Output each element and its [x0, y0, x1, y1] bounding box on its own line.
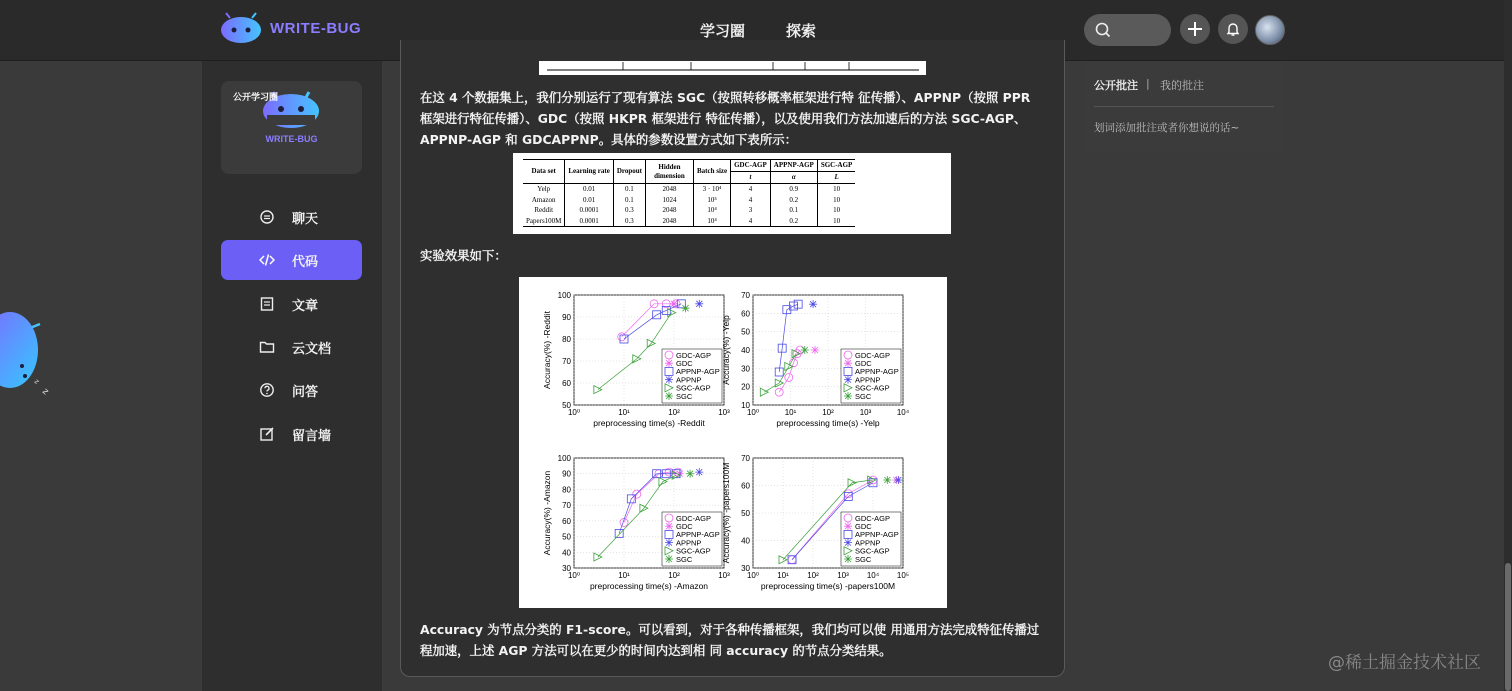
chart-panel: [721, 454, 909, 591]
x-tick-label: 10⁰: [567, 571, 581, 580]
legend-label: APPNP: [855, 538, 881, 548]
user-avatar[interactable]: [1255, 15, 1285, 45]
data-point-appnp-agp: [615, 529, 623, 537]
chat-icon: [259, 209, 275, 225]
paragraph-results: 实验效果如下：: [420, 248, 507, 263]
y-axis-label: Accuracy(%) -Reddit: [542, 311, 552, 389]
y-tick-label: 20: [741, 382, 750, 392]
annotation-panel: [1083, 61, 1285, 153]
table-cell: 10: [817, 216, 855, 227]
table-cell: 0.2: [770, 195, 817, 206]
table-cell: Papers100M: [523, 216, 565, 227]
legend-label: APPNP: [676, 538, 702, 548]
y-tick-label: 60: [562, 379, 571, 388]
data-point-gdc: [665, 359, 673, 367]
table-cell: 0.3: [613, 216, 645, 227]
x-tick-label: 10²: [668, 571, 680, 580]
sidebar-item-chat[interactable]: [221, 197, 362, 237]
x-tick-label: 10³: [718, 408, 730, 417]
data-point-gdc: [844, 522, 852, 530]
table-cell: 2048: [645, 205, 693, 216]
table-cell: 10⁴: [693, 216, 730, 227]
table-cell: 2048: [645, 216, 693, 227]
y-tick-label: 100: [557, 291, 571, 300]
x-tick-label: 10¹: [777, 571, 789, 580]
legend-label: GDC-AGP: [855, 350, 891, 360]
table-cell: 0.9: [770, 184, 817, 195]
divider: [1094, 106, 1274, 107]
svg-text:z: z: [32, 377, 41, 386]
table-cell: 2048: [645, 184, 693, 195]
y-tick-label: 30: [562, 564, 571, 573]
data-point-gdc: [811, 346, 819, 354]
data-point-appnp: [695, 300, 703, 308]
y-tick-label: 10: [741, 401, 750, 410]
data-point-appnp: [809, 300, 817, 308]
sidebar-item-message-wall[interactable]: [221, 414, 362, 454]
data-point-appnp: [665, 539, 673, 547]
parameter-table-figure: [513, 153, 951, 234]
table-cell: 4: [731, 184, 771, 195]
legend-label: SGC-AGP: [855, 383, 890, 393]
table-cell: 3: [731, 205, 771, 216]
x-tick-label: 10¹: [784, 408, 797, 417]
data-point-gdc: [670, 300, 678, 308]
series-line-appnp-agp: [624, 304, 681, 339]
x-tick-label: 10²: [822, 408, 834, 417]
sidebar-item-cloud-docs[interactable]: [221, 327, 362, 367]
x-tick-label: 10³: [718, 571, 730, 580]
search-input[interactable]: [1084, 14, 1171, 46]
table-cell: 0.01: [565, 195, 613, 206]
table-row: [523, 216, 855, 227]
legend-label: SGC: [676, 554, 693, 564]
table-cell: 10⁵: [693, 195, 730, 206]
y-tick-label: 40: [741, 346, 750, 355]
sidebar-item-articles[interactable]: [221, 284, 362, 324]
nav-explore[interactable]: 探索: [786, 22, 817, 40]
svg-text:z: z: [40, 386, 51, 398]
folder-icon: [259, 339, 275, 355]
nav-learning-circle[interactable]: 学习圈: [700, 22, 746, 40]
table-cell: 0.2: [770, 216, 817, 227]
table-cell: Reddit: [523, 205, 565, 216]
table-cell: 0.1: [613, 184, 645, 195]
x-tick-label: 10³: [837, 571, 849, 580]
search-icon: [1095, 22, 1111, 38]
paragraph-intro: 在这 4 个数据集上，我们分别运行了现有算法 SGC（按照转移概率框架进行特 征传播）、APPNP（按照 PPR 框架进行特征传播）、GDC（按照 HKPR 框架进行 特征传播），以及使用我们方法加速后的方法 SGC-AGP、APPNP-AGP 和 GDCAPPNP。具体的参数设置方式如下表所示：: [420, 90, 1031, 147]
article-icon: [259, 296, 275, 312]
mascot-robot-icon[interactable]: [0, 300, 60, 410]
table-subheader: t: [731, 172, 771, 184]
legend-label: SGC: [855, 554, 872, 564]
table-cell: 0.01: [565, 184, 613, 195]
code-icon: [259, 252, 275, 268]
x-tick-label: 10²: [668, 408, 680, 417]
table-row: [523, 184, 855, 195]
table-row: [523, 195, 855, 206]
table-header: APPNP-AGP: [770, 160, 817, 172]
x-tick-label: 10⁴: [866, 571, 880, 580]
legend-label: SGC-AGP: [676, 546, 711, 556]
table-cell: 4: [731, 195, 771, 206]
legend-label: APPNP: [676, 375, 702, 385]
chart-panel: [542, 454, 730, 591]
y-axis-label: Accuracy(%) -papers100M: [721, 462, 731, 564]
legend-label: GDC-AGP: [676, 350, 712, 360]
table-cell: Amazon: [523, 195, 565, 206]
brand-logo[interactable]: [220, 12, 361, 44]
legend-label: GDC: [676, 359, 693, 368]
data-point-appnp: [844, 539, 852, 547]
watermark: @稀土掘金技术社区: [1328, 653, 1481, 673]
sidebar-item-label: 文章: [292, 299, 319, 314]
legend-label: GDC: [855, 522, 872, 531]
y-tick-label: 70: [741, 454, 750, 463]
x-tick-label: 10¹: [618, 408, 630, 417]
table-header: GDC-AGP: [731, 160, 771, 172]
data-point-sgc: [844, 555, 852, 563]
x-tick-label: 10⁰: [746, 571, 760, 580]
sidebar-item-label: 聊天: [292, 212, 319, 227]
table-header: Hidden dimension: [645, 160, 693, 184]
tab-separator: |: [1146, 77, 1150, 90]
sidebar-item-label: 代码: [292, 255, 319, 270]
tab-public-annotations[interactable]: 公开批注: [1094, 79, 1138, 92]
legend-label: SGC-AGP: [676, 383, 711, 393]
data-point-gdc: [844, 359, 852, 367]
table-cell: 10: [833, 206, 841, 214]
data-point-sgc: [883, 476, 891, 484]
legend-label: APPNP-AGP: [855, 367, 899, 377]
sidebar-item-label: 问答: [292, 385, 319, 400]
table-subheader: L: [817, 172, 855, 184]
x-tick-label: 10³: [859, 408, 872, 417]
data-point-sgc: [665, 555, 673, 563]
data-point-appnp: [695, 468, 703, 476]
data-point-appnp: [894, 476, 902, 484]
data-point-appnp-agp: [794, 300, 802, 308]
brand-name: WRITE-BUG: [270, 19, 362, 37]
x-tick-label: 10⁵: [896, 571, 910, 580]
y-tick-label: 60: [741, 481, 750, 491]
legend-label: GDC-AGP: [855, 513, 891, 523]
y-tick-label: 50: [741, 509, 750, 518]
x-tick-label: 10¹: [618, 571, 630, 580]
table-cell: 10⁴: [693, 205, 730, 216]
scrollbar-thumb[interactable]: [1505, 563, 1511, 691]
y-tick-label: 60: [562, 516, 571, 526]
y-axis-label: Accuracy(%) -Amazon: [542, 470, 552, 556]
edit-icon: [259, 426, 275, 442]
bell-icon: [1225, 21, 1241, 37]
data-point-sgc: [682, 304, 690, 312]
tab-my-annotations[interactable]: 我的批注: [1160, 79, 1204, 92]
question-icon: [259, 382, 275, 398]
legend-label: GDC: [676, 522, 693, 531]
table-cell: 4: [731, 216, 771, 227]
table-cell: 0.3: [613, 205, 645, 216]
data-point-sgc-agp: [668, 309, 676, 317]
y-tick-label: 50: [741, 327, 750, 337]
y-tick-label: 40: [562, 548, 571, 558]
table-cell: 0.1: [770, 205, 817, 216]
paragraph-conclusion: Accuracy 为节点分类的 F1-score。可以看到，对于各种传播框架，我们均可以使 用通用方法完成特征传播过程加速，上述 AGP 方法可以在更少的时间内达到相 同 accuracy 的节点分类结果。: [420, 622, 1040, 658]
data-point-sgc: [801, 346, 809, 354]
table-header: SGC-AGP: [817, 160, 855, 172]
y-tick-label: 50: [562, 401, 571, 410]
x-tick-label: 10⁰: [746, 408, 760, 417]
y-axis-label: Accuracy(%) -Yelp: [721, 315, 731, 385]
table-header: Dropout: [613, 160, 645, 184]
table-cell: 0.0001: [565, 216, 613, 227]
previous-table-bottom: [539, 62, 926, 76]
table-header: Data set: [523, 160, 565, 184]
table-cell: 0.1: [613, 195, 645, 206]
table-cell: Yelp: [523, 184, 565, 195]
table-cell: 3 · 10⁴: [693, 184, 730, 195]
y-tick-label: 90: [562, 469, 571, 479]
sidebar-item-label: 留言墙: [292, 429, 332, 444]
table-row: [523, 205, 855, 216]
legend-label: SGC: [676, 391, 693, 401]
legend-label: GDC: [855, 359, 872, 368]
x-axis-label: preprocessing time(s) -Reddit: [593, 418, 705, 428]
sidebar-item-qa[interactable]: [221, 370, 362, 410]
x-tick-label: 10⁴: [896, 408, 910, 417]
table-cell: 1024: [645, 195, 693, 206]
series-line-appnp-agp: [779, 304, 798, 372]
y-tick-label: 90: [562, 313, 571, 322]
plus-icon: [1187, 21, 1203, 37]
group-tag: 公开学习圈: [233, 93, 279, 103]
y-tick-label: 70: [562, 357, 571, 366]
y-tick-label: 30: [741, 564, 750, 573]
y-tick-label: 70: [741, 291, 750, 300]
y-tick-label: 100: [557, 454, 571, 463]
chart-legend: [662, 512, 722, 566]
legend-label: APPNP: [855, 375, 881, 385]
series-line-sgc-agp: [598, 313, 672, 390]
create-button[interactable]: [1180, 14, 1210, 44]
accuracy-charts-figure: [519, 277, 947, 608]
accuracy-charts: [519, 277, 947, 608]
chart-panel: [542, 291, 730, 428]
x-axis-label: preprocessing time(s) -Yelp: [776, 418, 880, 428]
y-tick-label: 50: [562, 532, 571, 542]
notifications-button[interactable]: [1218, 14, 1248, 44]
y-tick-label: 80: [562, 335, 571, 344]
chart-panel: [721, 291, 910, 428]
x-axis-label: preprocessing time(s) -papers100M: [760, 581, 896, 591]
legend-label: SGC: [855, 391, 872, 401]
table-header: Learning rate: [565, 160, 613, 184]
y-tick-label: 60: [741, 309, 750, 319]
data-point-sgc: [665, 392, 673, 400]
data-point-gdc: [665, 522, 673, 530]
legend-label: SGC-AGP: [855, 546, 890, 556]
y-tick-label: 70: [562, 501, 571, 511]
table-cell: 0.0001: [565, 205, 613, 216]
legend-label: APPNP-AGP: [855, 530, 899, 540]
parameter-table: [523, 159, 855, 227]
series-line-gdc-agp: [779, 350, 800, 392]
table-subheader: α: [770, 172, 817, 184]
sidebar-item-code[interactable]: [221, 240, 362, 280]
legend-label: GDC-AGP: [676, 513, 712, 523]
previous-table-figure: [539, 61, 926, 75]
chart-legend: [841, 349, 901, 403]
y-tick-label: 30: [741, 364, 750, 374]
x-tick-label: 10²: [807, 571, 819, 580]
group-card[interactable]: [221, 81, 362, 174]
table-cell: 10: [833, 185, 841, 193]
y-tick-label: 80: [562, 485, 571, 495]
x-tick-label: 10⁰: [567, 408, 581, 417]
data-point-sgc: [686, 470, 694, 478]
sidebar-item-label: 云文档: [292, 342, 332, 357]
data-point-appnp: [665, 376, 673, 384]
data-point-appnp: [844, 376, 852, 384]
table-header: Batch size: [693, 160, 730, 184]
y-tick-label: 40: [741, 536, 750, 546]
annotation-hint: 划词添加批注或者你想说的话~: [1094, 122, 1240, 134]
data-point-sgc: [844, 392, 852, 400]
x-axis-label: preprocessing time(s) -Amazon: [589, 581, 709, 591]
group-brand: WRITE-BUG: [265, 134, 318, 144]
chart-legend: [841, 512, 901, 566]
legend-label: APPNP-AGP: [676, 367, 720, 377]
table-cell: 10: [833, 195, 841, 204]
chart-legend: [662, 349, 722, 403]
robot-logo-icon: [220, 12, 262, 44]
legend-label: APPNP-AGP: [676, 530, 720, 540]
